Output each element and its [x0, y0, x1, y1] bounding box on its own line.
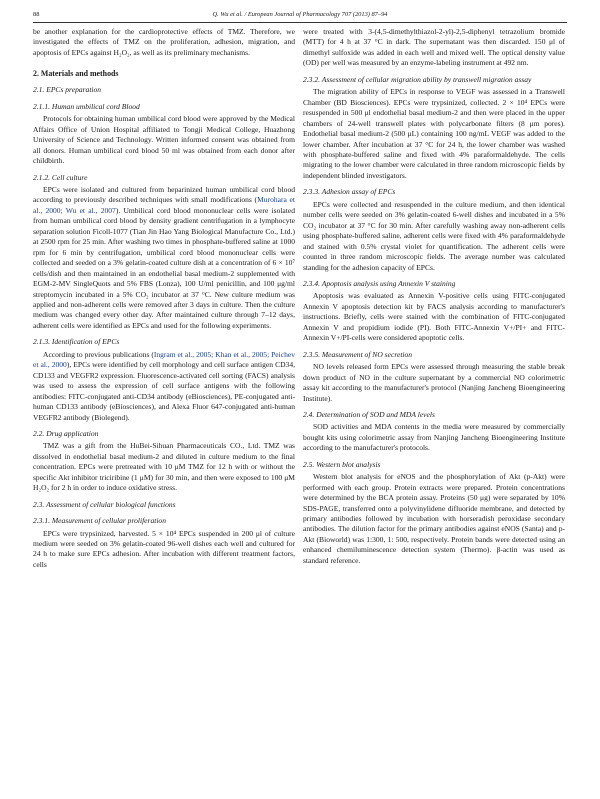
journal-citation-line: Q. Wu et al. / European Journal of Pharmacology 707 (2013) 87–94: [212, 11, 388, 18]
subsection-heading-drug-application: 2.2. Drug application: [33, 428, 99, 438]
paragraph-apoptosis: Apoptosis was evaluated as Annexin V-positive cells using FITC-conjugated Annexin V apoptosis detection kit by FACS analysis according to manufacturer's instructions. Briefly, cells were stained with the combination of FITC-conjugated Annexin V and propidium iodide (PI). Both FITC-Annexin V+/PI+ and FITC-Annexin V+/PI-cells were considered apoptotic cells.: [303, 291, 565, 343]
citation-link[interactable]: Ingram et al., 2005; Khan et al., 2005; Peichev et al., 2000: [33, 349, 295, 370]
subsection-heading-proliferation: 2.3.1. Measurement of cellular proliferation: [33, 516, 166, 526]
right-column: [303, 27, 565, 566]
paragraph-drug-application: TMZ was a gift from the HuBei-Sihuan Pharmaceuticals CO., Ltd. TMZ was dissolved in endothelial basal medium-2 and diluted in culture medium to the final concentration. EPCs were pretreated with 10 μM TMZ for 12 h with or without the specific Akt inhibitor triciribine (1 μM) for 30 min, and then were exposed to 100 μM H₂O₂ for 2 h in order to induce oxidative stress.: [33, 441, 295, 493]
subsection-heading-migration: 2.3.2. Assessment of cellular migration ability by transwell migration assay: [303, 74, 532, 84]
left-column: [33, 27, 295, 570]
paragraph-adhesion: EPCs were collected and resuspended in the culture medium, and then identical number cells were seeded on 3% gelatin-coated 6-well dishes and incubated in a 5% CO₂ incubator at 37 °C for 30 min. After carefully washing away non-adherent cells using phosphate-buffered saline, adherent cells were fixed with 4% paraformaldehyde and stained with 0.5% crystal violet for quantification. The adherent cells were counted in three random microscopic fields. The average number was calculated standing for the adhesion capacity of EPCs.: [303, 199, 565, 272]
paragraph-western-blot: Western blot analysis for eNOS and the phosphorylation of Akt (p-Akt) were performed with each group. Protein extracts were prepared. Protein concentrations were determined by the BCA protein assay. Proteins (50 μg) were separated by 10% SDS-PAGE, transferred onto a polyvinylidene difluoride membrane, and detected by primary antibodies followed by incubation with horseradish peroxidase secondary antibodies. The dilution factor for the primary antibodies against eNOS (Santa) and p-Akt (Bioworld) was 1:300, 1: 500, respectively. Protein bands were detected using an enhanced chemiluminescence detection system (Thermo). β-actin was used as standard reference.: [303, 472, 565, 565]
subsection-heading-biological-functions: 2.3. Assessment of cellular biological functions: [33, 499, 176, 509]
page-number: 88: [33, 11, 40, 18]
subsection-heading-identification: 2.1.3. Identification of EPCs: [33, 337, 120, 347]
subsection-heading-cord-blood: 2.1.1. Human umbilical cord Blood: [33, 101, 140, 111]
subsection-heading-apoptosis: 2.3.4. Apoptosis analysis using Annexin V staining: [303, 278, 456, 288]
paragraph-migration: The migration ability of EPCs in response to VEGF was assessed in a Transwell Chamber (BD Biosciences). EPCs were trypsinized, collected. 2 × 10⁴ EPCs were resuspended in 500 μl endothelial basal medium-2 and then were placed in the upper chambers of 24-well transwell plates with polycarbonate filters (8 μm pores). Endothelial basal medium-2 (500 μL) containing 100 ng/mL VEGF was added to the lower chamber. After incubation at 37 °C for 24 h, the lower chamber was washed with phosphate-buffered saline and fixed with 4% paraformaldehyde. The cells migrating to the lower chamber were calculated in three random microscopic fields by independent blinded investigators.: [303, 87, 565, 180]
citation-link[interactable]: Murohara et al., 2000; Wu et al., 2007: [33, 195, 295, 215]
paragraph-sod-mda: SOD activities and MDA contents in the media were measured by commercially bought kits using colorimetric assay from Nanjing Jancheng Bioengineering Institute according to the manufacturer's protocols.: [303, 422, 565, 453]
paragraph-no-secretion: NO levels released form EPCs were assessed through measuring the stable break down product of NO in the culture supernatant by a commercial NO colorimetric assay kit according to the manufacturer's protocol (Nanjing Jancheng Bioengineering Institute).: [303, 362, 565, 403]
subsection-heading-western-blot: 2.5. Western blot analysis: [303, 459, 381, 469]
text-run: EPCs were isolated and cultured from heparinized human umbilical cord blood according to previously described techniques with small modifications (: [33, 184, 295, 205]
subsection-heading-sod-mda: 2.4. Determination of SOD and MDA levels: [303, 409, 435, 419]
intro-paragraph: be another explanation for the cardioprotective effects of TMZ. Therefore, we investigated the effects of TMZ on the proliferation, adhesion, migration, and apoptosis of EPCs against H₂O₂, as well as its preliminary mechanisms.: [33, 27, 295, 57]
text-run: ), EPCs were identified by cell morphology and cell surface antigen CD34, CD133 and VEGFR2 expression. Fluorescence-activated cell sorting (FACS) analysis was used to assess the expression of cell surface antigens with the following antibodies: FITC-conjugated anti-CD34 antibody (eBiosciences), PE-conjugated anti-human CD133 antibody (eBiosciences), and Alexa Fluor 647-conjugated anti-human VEGFR2 antibody (Biolegend).: [33, 360, 295, 422]
section-heading-methods: 2. Materials and methods: [33, 69, 119, 79]
text-run: ). Umbilical cord blood mononuclear cells were isolated from human umbilical cord blood by density gradient centrifugation in a lymphocyte separation solution Ficoll-1077 (Tian Jin Hao Yang Biological Manufacture Co., Ltd.) at 2500 rpm for 25 min. After washing two times in phosphate-buffered saline at 1000 rpm for 6 min by centrifugation, umbilical cord blood mononuclear cells were collected and seeded on a 3% gelatin-coated culture dish at a concentration of 6 × 10⁷ cells/dish and then maintained in an endothelial basal medium-2 supplemented with EGM-2-MV SingleQuots and 5% FBS (Lonza), 100 U/ml penicillin, and 100 μg/ml streptomycin incubated in a 5% CO₂ incubator at 37 °C. New culture medium was applied and non-adherent cells were removed after 3 days in culture. Then the culture medium was changed every other day. After maintained culture through 7–12 days, adherent cells were identified as EPCs and used for the following experiments.: [33, 205, 296, 330]
paragraph-cord-blood: Protocols for obtaining human umbilical cord blood were approved by the Medical Affairs Office of Union Hospital affiliated to Tongji Medical College, Huazhong University of Science and Technology. Written informed consent was obtained from all donors. Human umbilical cord blood 50 ml was obtained from each donor after childbirth.: [33, 114, 295, 166]
subsection-heading-epcs-preparation: 2.1. EPCs preparation: [33, 85, 102, 95]
paragraph-proliferation: EPCs were trypsinized, harvested. 5 × 10⁴ EPCs suspended in 200 μl of culture medium were seeded on 3% gelatin-coated 96-well dishes each well and cultured for 24 h to make sure EPCs adhesion. After incubation with different treatment factors, cells: [33, 528, 295, 569]
text-run: According to previous publications (: [43, 349, 154, 359]
subsection-heading-adhesion: 2.3.3. Adhesion assay of EPCs: [303, 187, 396, 197]
subsection-heading-no-secretion: 2.3.5. Measurement of NO secretion: [303, 349, 413, 359]
running-head: [33, 8, 567, 23]
paragraph-cell-culture: [33, 185, 295, 331]
subsection-heading-cell-culture: 2.1.2. Cell culture: [33, 172, 88, 182]
paragraph-identification: [33, 350, 295, 423]
paragraph-proliferation-continued: were treated with 3-(4,5-dimethylthiazol-2-yl)-2,5-diphenyl tetrazolium bromide (MTT) for 4 h at 37 °C in dark. The supernatant was then discarded. 150 μl of dimethyl sulfoxide was added in each well and mixed well. The optical density value (OD) per well was measured by an enzyme-labeling instrument at 492 nm.: [303, 27, 565, 68]
